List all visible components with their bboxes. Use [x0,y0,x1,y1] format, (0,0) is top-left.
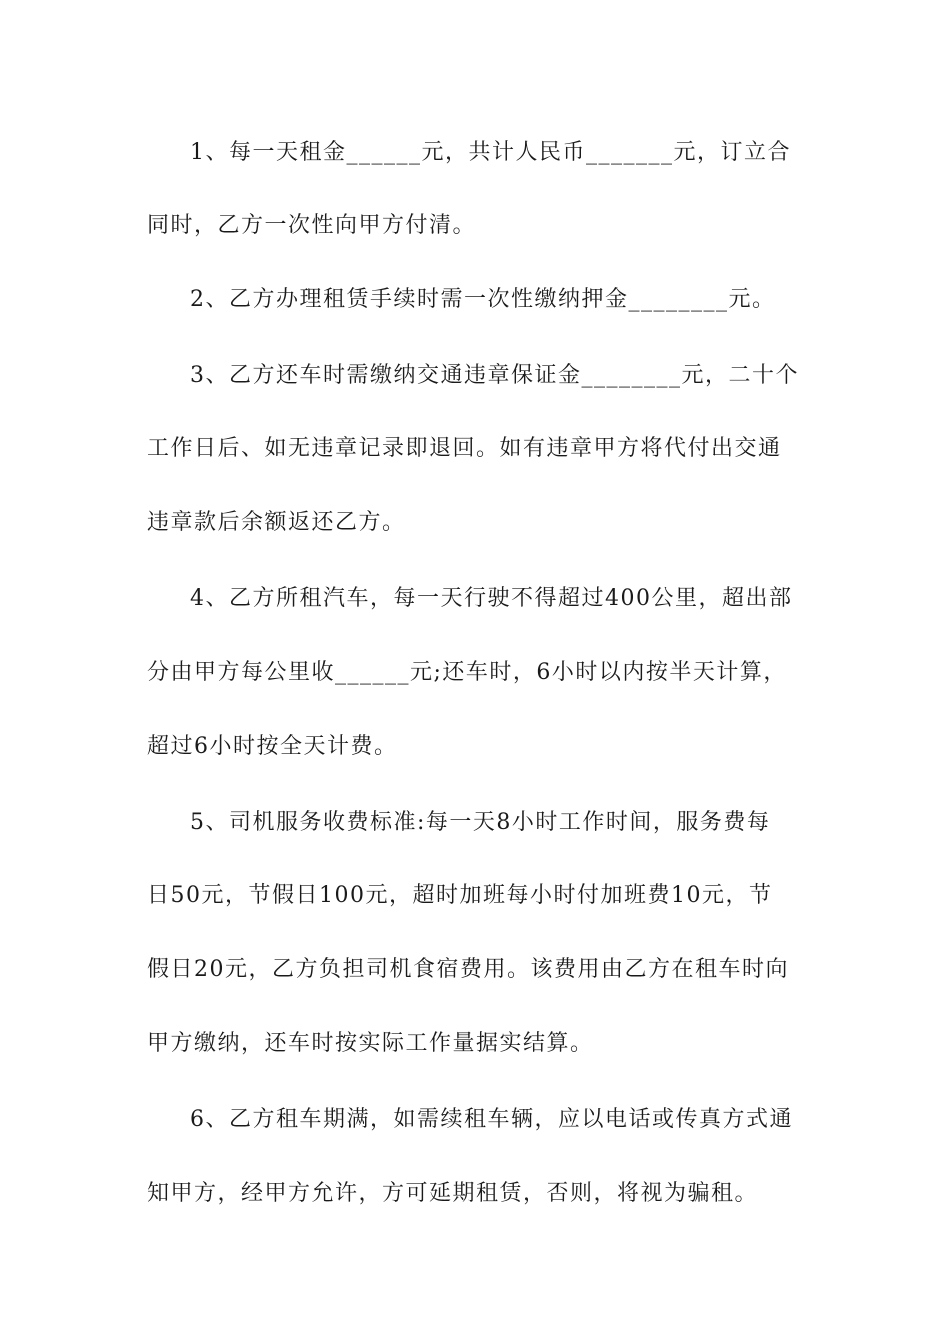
paragraph-3-line-1: 3、乙方还车时需缴纳交通违章保证金________元，二十个 [190,363,799,388]
paragraph-6-line-2: 知甲方，经甲方允许，方可延期租赁，否则，将视为骗租。 [147,1181,759,1206]
paragraph-4-line-2: 分由甲方每公里收______元;还车时，6小时以内按半天计算， [147,660,787,685]
paragraph-5-line-2: 日50元，节假日100元，超时加班每小时付加班费10元，节 [147,883,773,908]
paragraph-1-line-2: 同时，乙方一次性向甲方付清。 [147,213,477,238]
paragraph-5-line-4: 甲方缴纳，还车时按实际工作量据实结算。 [147,1031,594,1056]
paragraph-5-line-3: 假日20元，乙方负担司机食宿费用。该费用由乙方在租车时向 [147,957,789,982]
paragraph-4-line-1: 4、乙方所租汽车，每一天行驶不得超过400公里，超出部 [190,586,793,611]
paragraph-6-line-1: 6、乙方租车期满，如需续租车辆，应以电话或传真方式通 [190,1107,793,1132]
paragraph-2-line-1: 2、乙方办理租赁手续时需一次性缴纳押金________元。 [190,287,776,312]
paragraph-4-line-3: 超过6小时按全天计费。 [147,734,398,759]
paragraph-5-line-1: 5、司机服务收费标准:每一天8小时工作时间，服务费每 [190,810,771,835]
paragraph-3-line-2: 工作日后、如无违章记录即退回。如有违章甲方将代付出交通 [147,436,782,461]
paragraph-3-line-3: 违章款后余额返还乙方。 [147,510,406,535]
paragraph-1-line-1: 1、每一天租金______元，共计人民币_______元，订立合 [190,140,791,165]
